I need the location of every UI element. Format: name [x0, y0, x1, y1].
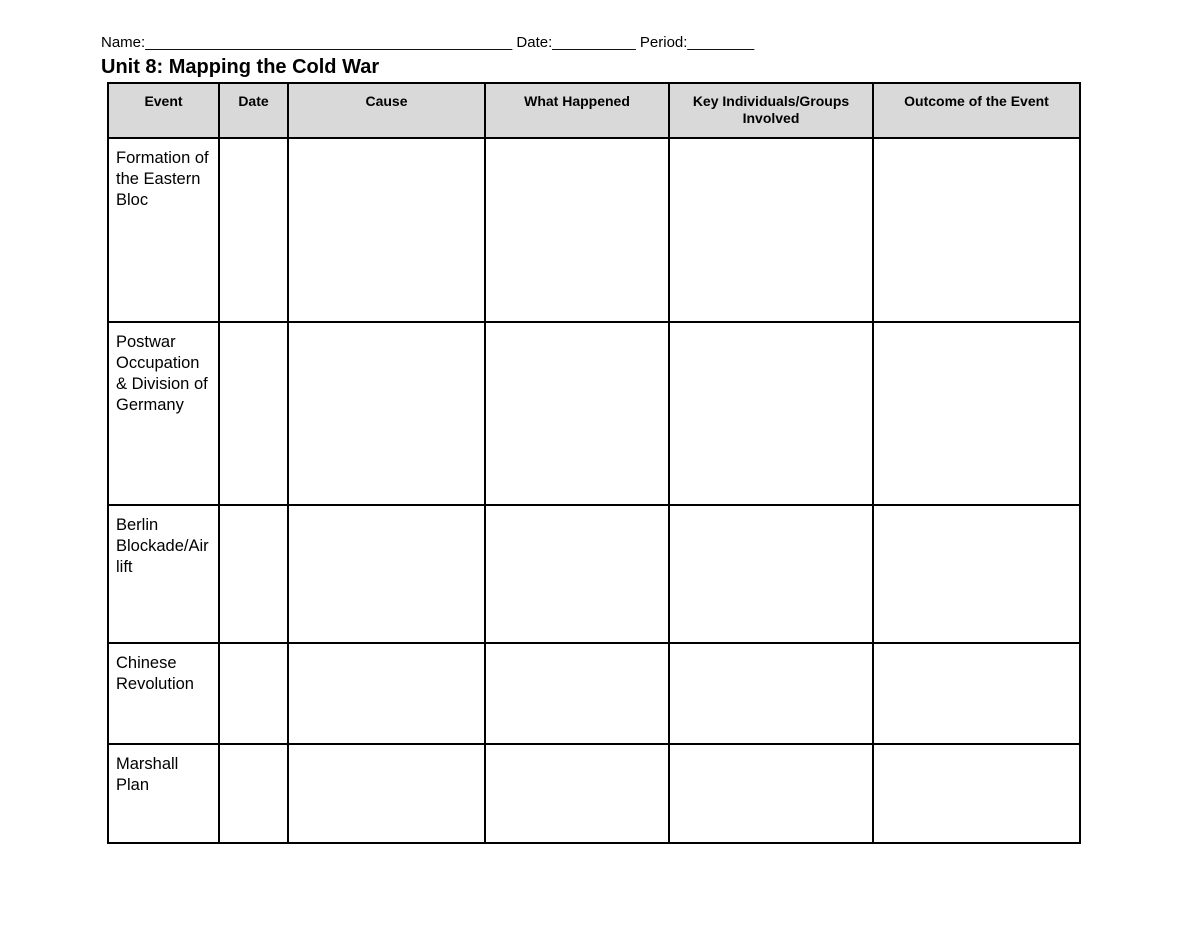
key-individuals-cell[interactable]: [669, 505, 873, 643]
outcome-cell[interactable]: [873, 322, 1080, 505]
cause-cell[interactable]: [288, 744, 485, 843]
period-field[interactable]: ________: [687, 34, 755, 51]
key-individuals-cell[interactable]: [669, 138, 873, 322]
event-cell: Marshall Plan: [108, 744, 219, 843]
date-field[interactable]: __________: [552, 34, 636, 51]
name-field[interactable]: ____________________________________________: [145, 34, 513, 51]
event-cell: Postwar Occupation & Division of Germany: [108, 322, 219, 505]
header-row: [108, 83, 1080, 138]
date-cell[interactable]: [219, 322, 288, 505]
period-label: Period:: [639, 34, 688, 51]
column-header-outcome: Outcome of the Event: [873, 83, 1080, 138]
what-happened-cell[interactable]: [485, 322, 669, 505]
outcome-cell[interactable]: [873, 505, 1080, 643]
what-happened-cell[interactable]: [485, 505, 669, 643]
table-row: [108, 138, 1080, 322]
key-individuals-cell[interactable]: [669, 744, 873, 843]
cause-cell[interactable]: [288, 505, 485, 643]
date-cell[interactable]: [219, 138, 288, 322]
what-happened-cell[interactable]: [485, 138, 669, 322]
worksheet-title: Unit 8: Mapping the Cold War: [101, 56, 380, 78]
student-info-line: [101, 34, 754, 51]
column-header-event: Event: [108, 83, 219, 138]
name-label: Name:: [101, 34, 146, 51]
cause-cell[interactable]: [288, 322, 485, 505]
what-happened-cell[interactable]: [485, 744, 669, 843]
table-row: [108, 505, 1080, 643]
outcome-cell[interactable]: [873, 744, 1080, 843]
what-happened-cell[interactable]: [485, 643, 669, 744]
key-individuals-cell[interactable]: [669, 322, 873, 505]
table-row: [108, 744, 1080, 843]
event-cell: Berlin Blockade/Airlift: [108, 505, 219, 643]
graphic-organizer-table: [107, 82, 1081, 844]
cause-cell[interactable]: [288, 138, 485, 322]
date-label: Date:: [516, 34, 553, 51]
column-header-date: Date: [219, 83, 288, 138]
cause-cell[interactable]: [288, 643, 485, 744]
outcome-cell[interactable]: [873, 643, 1080, 744]
column-header-key-individuals: Key Individuals/Groups Involved: [669, 83, 873, 138]
event-cell: Chinese Revolution: [108, 643, 219, 744]
column-header-cause: Cause: [288, 83, 485, 138]
table-row: [108, 643, 1080, 744]
date-cell[interactable]: [219, 744, 288, 843]
date-cell[interactable]: [219, 643, 288, 744]
column-header-what-happened: What Happened: [485, 83, 669, 138]
key-individuals-cell[interactable]: [669, 643, 873, 744]
date-cell[interactable]: [219, 505, 288, 643]
event-cell: Formation of the Eastern Bloc: [108, 138, 219, 322]
outcome-cell[interactable]: [873, 138, 1080, 322]
table-row: [108, 322, 1080, 505]
